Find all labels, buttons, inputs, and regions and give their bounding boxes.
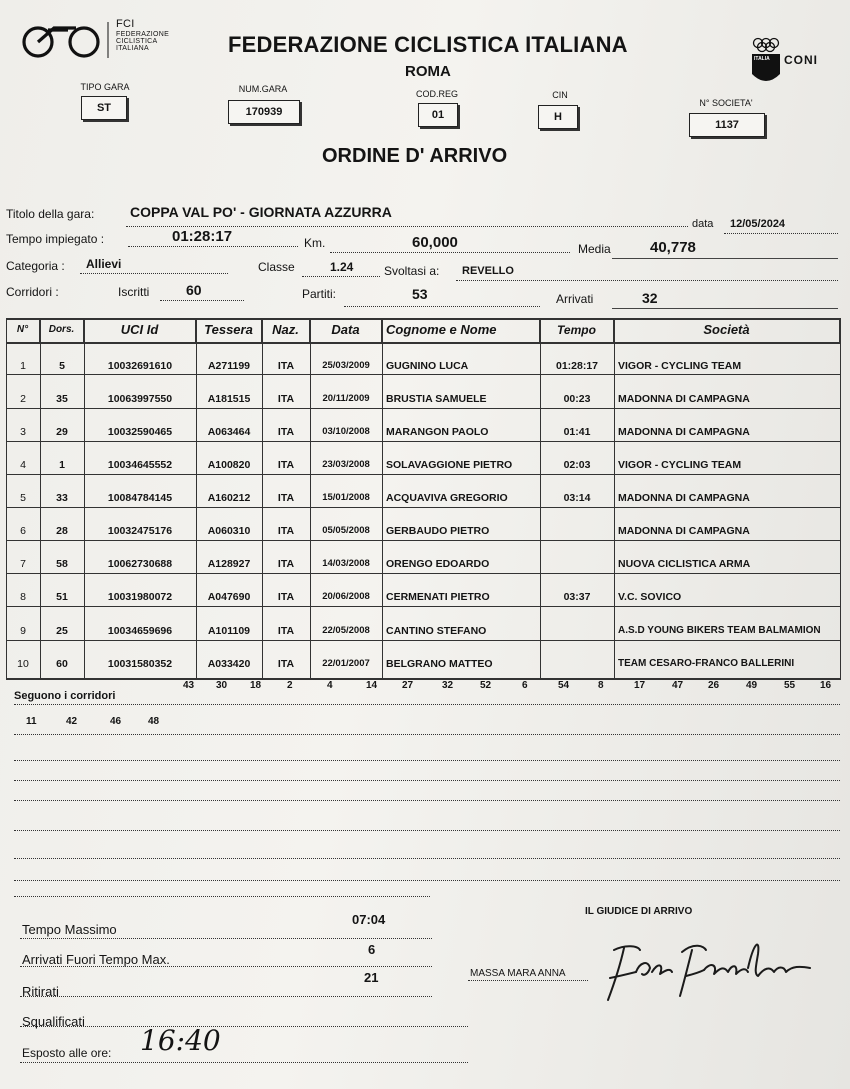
row-position: 2: [20, 393, 26, 405]
row-tessera: A271199: [207, 360, 251, 372]
partiti-value: 53: [412, 286, 428, 302]
row-societa: V.C. SOVICO: [618, 591, 682, 603]
titolo-value: COPPA VAL PO' - GIORNATA AZZURRA: [130, 204, 392, 220]
row-dorsal: 28: [56, 525, 68, 537]
partiti-line: [344, 306, 540, 307]
row-birthdate: 14/03/2008: [322, 558, 370, 569]
tempo-value: 01:28:17: [172, 228, 233, 245]
row-dorsal: 51: [56, 591, 68, 603]
seguono-number: 16: [820, 680, 832, 691]
table-row: [0, 558, 850, 574]
col-header-nome: Cognome e Nome: [382, 318, 540, 342]
table-row: [0, 459, 850, 475]
data-label: data: [692, 218, 714, 230]
giudice-name: MASSA MARA ANNA: [470, 968, 566, 979]
ritirati-line: [20, 996, 432, 997]
cod-reg-box: 01: [418, 103, 458, 127]
row-uci-id: 10084784145: [107, 492, 173, 504]
fci-wordmark: FCI FEDERAZIONE CICLISTICA ITALIANA: [116, 18, 170, 52]
giudice-name-line: [468, 980, 588, 981]
num-gara-box: 170939: [228, 100, 300, 124]
tipo-gara-box: ST: [81, 96, 127, 120]
row-position: 9: [20, 625, 26, 637]
km-label: Km.: [304, 236, 326, 250]
row-uci-id: 10031980072: [107, 591, 173, 603]
km-value: 60,000: [412, 234, 458, 251]
row-position: 5: [20, 492, 26, 504]
col-header-uci-id: UCI Id: [84, 318, 196, 342]
esposto-value: 16:40: [140, 1024, 221, 1057]
seguono-number: 42: [66, 716, 78, 727]
row-dorsal: 35: [56, 393, 68, 405]
row-uci-id: 10032590465: [107, 426, 173, 438]
row-uci-id: 10032475176: [107, 525, 173, 537]
col-header-data: Data: [310, 318, 382, 342]
row-dorsal: 60: [56, 658, 68, 670]
col-header-dors: Dors.: [40, 318, 84, 342]
coni-badge-text: ITALIA: [754, 56, 770, 62]
row-naz: ITA: [277, 492, 295, 504]
giudice-label: IL GIUDICE DI ARRIVO: [585, 906, 693, 917]
row-societa: MADONNA DI CAMPAGNA: [618, 492, 750, 504]
col-header-n: N°: [6, 318, 40, 342]
categoria-line: [80, 273, 228, 274]
media-value: 40,778: [650, 239, 696, 256]
col-header-tessera: Tessera: [196, 318, 262, 342]
seguono-number: 26: [708, 680, 720, 691]
iscritti-label: Iscritti: [118, 285, 150, 299]
seguono-number: 11: [26, 716, 37, 727]
row-birthdate: 23/03/2008: [322, 459, 370, 470]
seguono-rule: [14, 704, 840, 705]
seguono-number: 6: [522, 680, 528, 691]
row-name: GERBAUDO PIETRO: [386, 525, 490, 537]
blank-line: [14, 896, 430, 897]
seguono-number: 30: [216, 680, 228, 691]
row-birthdate: 25/03/2009: [322, 360, 370, 371]
seguono-number: 4: [327, 680, 333, 691]
row-position: 10: [17, 658, 29, 670]
partiti-label: Partiti:: [302, 287, 337, 301]
fuori-tempo-label: Arrivati Fuori Tempo Max.: [22, 952, 170, 967]
categoria-label: Categoria :: [6, 259, 65, 273]
row-naz: ITA: [277, 426, 295, 438]
row-uci-id: 10031580352: [107, 658, 173, 670]
km-line: [330, 252, 570, 253]
table-row: [0, 591, 850, 607]
row-birthdate: 05/05/2008: [322, 525, 370, 536]
svolto-value: REVELLO: [462, 265, 514, 277]
svolto-label: Svoltasi a:: [384, 264, 440, 278]
categoria-value: Allievi: [86, 257, 122, 271]
row-uci-id: 10063997550: [107, 393, 173, 405]
iscritti-value: 60: [186, 282, 202, 298]
row-societa: NUOVA CICLISTICA ARMA: [618, 558, 751, 570]
tempo-massimo-value: 07:04: [352, 912, 386, 927]
row-societa: VIGOR - CYCLING TEAM: [618, 459, 742, 471]
row-societa: A.S.D YOUNG BIKERS TEAM BALMAMION: [618, 625, 821, 636]
row-tempo: 01:28:17: [555, 360, 599, 372]
seguono-number: 18: [250, 680, 262, 691]
row-dorsal: 25: [56, 625, 68, 637]
row-name: MARANGON PAOLO: [386, 426, 489, 438]
col-header-societa: Società: [614, 318, 840, 342]
row-uci-id: 10034645552: [107, 459, 173, 471]
seguono-number: 43: [183, 680, 195, 691]
tempo-massimo-line: [20, 938, 432, 939]
row-tessera: A047690: [207, 591, 251, 603]
societa-label: N° SOCIETA': [699, 98, 753, 108]
seguono-number: 2: [287, 680, 293, 691]
city-label: ROMA: [405, 63, 451, 80]
seguono-number: 49: [746, 680, 758, 691]
table-row: [0, 492, 850, 508]
row-naz: ITA: [277, 625, 295, 637]
row-tessera: A181515: [207, 393, 251, 405]
row-tempo: 03:14: [563, 492, 591, 504]
cin-label: CIN: [552, 90, 568, 100]
row-name: BRUSTIA SAMUELE: [386, 393, 487, 405]
table-row: [0, 658, 850, 674]
blank-line: [14, 760, 840, 761]
row-tempo: 02:03: [563, 459, 591, 471]
table-row: [0, 525, 850, 541]
row-naz: ITA: [277, 360, 295, 372]
row-tessera: A060310: [207, 525, 251, 537]
table-row: [0, 426, 850, 442]
col-header-tempo: Tempo: [540, 318, 614, 342]
seguono-number: 27: [402, 680, 414, 691]
esposto-label: Esposto alle ore:: [22, 1046, 112, 1060]
ritirati-label: Ritirati: [22, 984, 59, 999]
tempo-label: Tempo impiegato :: [6, 232, 105, 246]
row-name: ORENGO EDOARDO: [386, 558, 490, 570]
titolo-line: [126, 226, 688, 227]
table-row: [0, 360, 850, 376]
fuori-tempo-value: 6: [368, 942, 376, 957]
row-birthdate: 22/01/2007: [322, 658, 370, 669]
data-line: [724, 233, 838, 234]
row-societa: MADONNA DI CAMPAGNA: [618, 393, 750, 405]
tipo-gara-label: TIPO GARA: [80, 82, 130, 92]
squalificati-label: Squalificati: [22, 1014, 85, 1029]
seguono-line2: [0, 716, 850, 734]
row-societa: MADONNA DI CAMPAGNA: [618, 525, 750, 537]
row-birthdate: 20/11/2009: [322, 393, 370, 404]
blank-line: [14, 880, 840, 881]
row-dorsal: 1: [59, 459, 65, 471]
row-uci-id: 10032691610: [107, 360, 173, 372]
seguono-label: Seguono i corridori: [14, 690, 116, 702]
seguono-number: 17: [634, 680, 646, 691]
row-tempo: 00:23: [563, 393, 591, 405]
seguono-number: 47: [672, 680, 684, 691]
seguono-number: 14: [366, 680, 378, 691]
row-dorsal: 29: [56, 426, 68, 438]
table-header-border: [6, 342, 840, 344]
fuori-tempo-line: [20, 966, 432, 967]
blank-line: [14, 800, 840, 801]
coni-text: CONI: [784, 53, 818, 67]
seguono-number: 48: [148, 716, 160, 727]
cin-box: H: [538, 105, 578, 129]
row-position: 3: [20, 426, 26, 438]
row-societa: MADONNA DI CAMPAGNA: [618, 426, 750, 438]
document-title: ORDINE D' ARRIVO: [322, 145, 508, 167]
signature-icon: [596, 932, 816, 1004]
blank-line: [14, 780, 840, 781]
classe-label: Classe: [258, 260, 295, 274]
federation-title: FEDERAZIONE CICLISTICA ITALIANA: [228, 32, 628, 57]
classe-line: [302, 276, 380, 277]
row-name: BELGRANO MATTEO: [386, 658, 493, 670]
ritirati-value: 21: [364, 970, 379, 985]
data-value: 12/05/2024: [730, 218, 786, 230]
row-birthdate: 22/05/2008: [322, 625, 370, 636]
media-label: Media: [578, 242, 611, 256]
row-tessera: A033420: [207, 658, 251, 670]
row-naz: ITA: [277, 393, 295, 405]
row-dorsal: 5: [59, 360, 65, 372]
row-tessera: A101109: [207, 625, 251, 637]
row-tempo: 03:37: [563, 591, 591, 603]
row-naz: ITA: [277, 525, 295, 537]
societa-box: 1137: [689, 113, 765, 137]
media-line: [612, 258, 838, 259]
row-dorsal: 58: [56, 558, 68, 570]
row-naz: ITA: [277, 558, 295, 570]
table-header: [0, 318, 850, 342]
row-dorsal: 33: [56, 492, 68, 504]
tempo-line: [128, 246, 298, 247]
row-birthdate: 15/01/2008: [322, 492, 370, 503]
row-position: 6: [20, 525, 26, 537]
blank-line: [14, 830, 840, 831]
row-tessera: A128927: [207, 558, 251, 570]
esposto-line: [20, 1062, 468, 1063]
row-birthdate: 20/06/2008: [322, 591, 370, 602]
seguono-number: 54: [558, 680, 570, 691]
corridori-label: Corridori :: [6, 285, 59, 299]
table-row: [0, 393, 850, 409]
seguono-line1: [0, 680, 850, 698]
seguono-number: 55: [784, 680, 796, 691]
row-societa: VIGOR - CYCLING TEAM: [618, 360, 742, 372]
row-naz: ITA: [277, 591, 295, 603]
num-gara-label: NUM.GARA: [238, 84, 288, 94]
row-naz: ITA: [277, 459, 295, 471]
arrivati-label: Arrivati: [556, 292, 594, 306]
titolo-label: Titolo della gara:: [6, 207, 95, 221]
row-tessera: A160212: [207, 492, 251, 504]
row-position: 4: [20, 459, 26, 471]
blank-line: [14, 734, 840, 735]
row-name: GUGNINO LUCA: [386, 360, 469, 372]
row-societa: TEAM CESARO-FRANCO BALLERINI: [618, 658, 795, 669]
row-tessera: A100820: [207, 459, 251, 471]
row-birthdate: 03/10/2008: [322, 426, 370, 437]
row-name: CANTINO STEFANO: [386, 625, 487, 637]
seguono-number: 32: [442, 680, 454, 691]
blank-line: [14, 858, 840, 859]
cod-reg-label: COD.REG: [415, 89, 458, 99]
row-position: 7: [20, 558, 26, 570]
arrivati-value: 32: [642, 290, 658, 306]
squalificati-line: [20, 1026, 468, 1027]
table-row: [0, 625, 850, 641]
seguono-number: 46: [110, 716, 122, 727]
classe-value: 1.24: [330, 260, 354, 274]
svolto-line: [456, 280, 838, 281]
row-uci-id: 10062730688: [107, 558, 173, 570]
row-position: 8: [20, 591, 26, 603]
seguono-number: 8: [598, 680, 604, 691]
row-uci-id: 10034659696: [107, 625, 173, 637]
row-tempo: 01:41: [563, 426, 591, 438]
tempo-massimo-label: Tempo Massimo: [22, 922, 117, 937]
row-tessera: A063464: [207, 426, 251, 438]
row-position: 1: [20, 360, 26, 372]
col-header-naz: Naz.: [262, 318, 310, 342]
row-name: SOLAVAGGIONE PIETRO: [386, 459, 513, 471]
seguono-number: 52: [480, 680, 492, 691]
iscritti-line: [160, 300, 244, 301]
row-naz: ITA: [277, 658, 295, 670]
row-name: ACQUAVIVA GREGORIO: [386, 492, 508, 504]
arrivati-line: [612, 308, 838, 309]
row-name: CERMENATI PIETRO: [386, 591, 490, 603]
